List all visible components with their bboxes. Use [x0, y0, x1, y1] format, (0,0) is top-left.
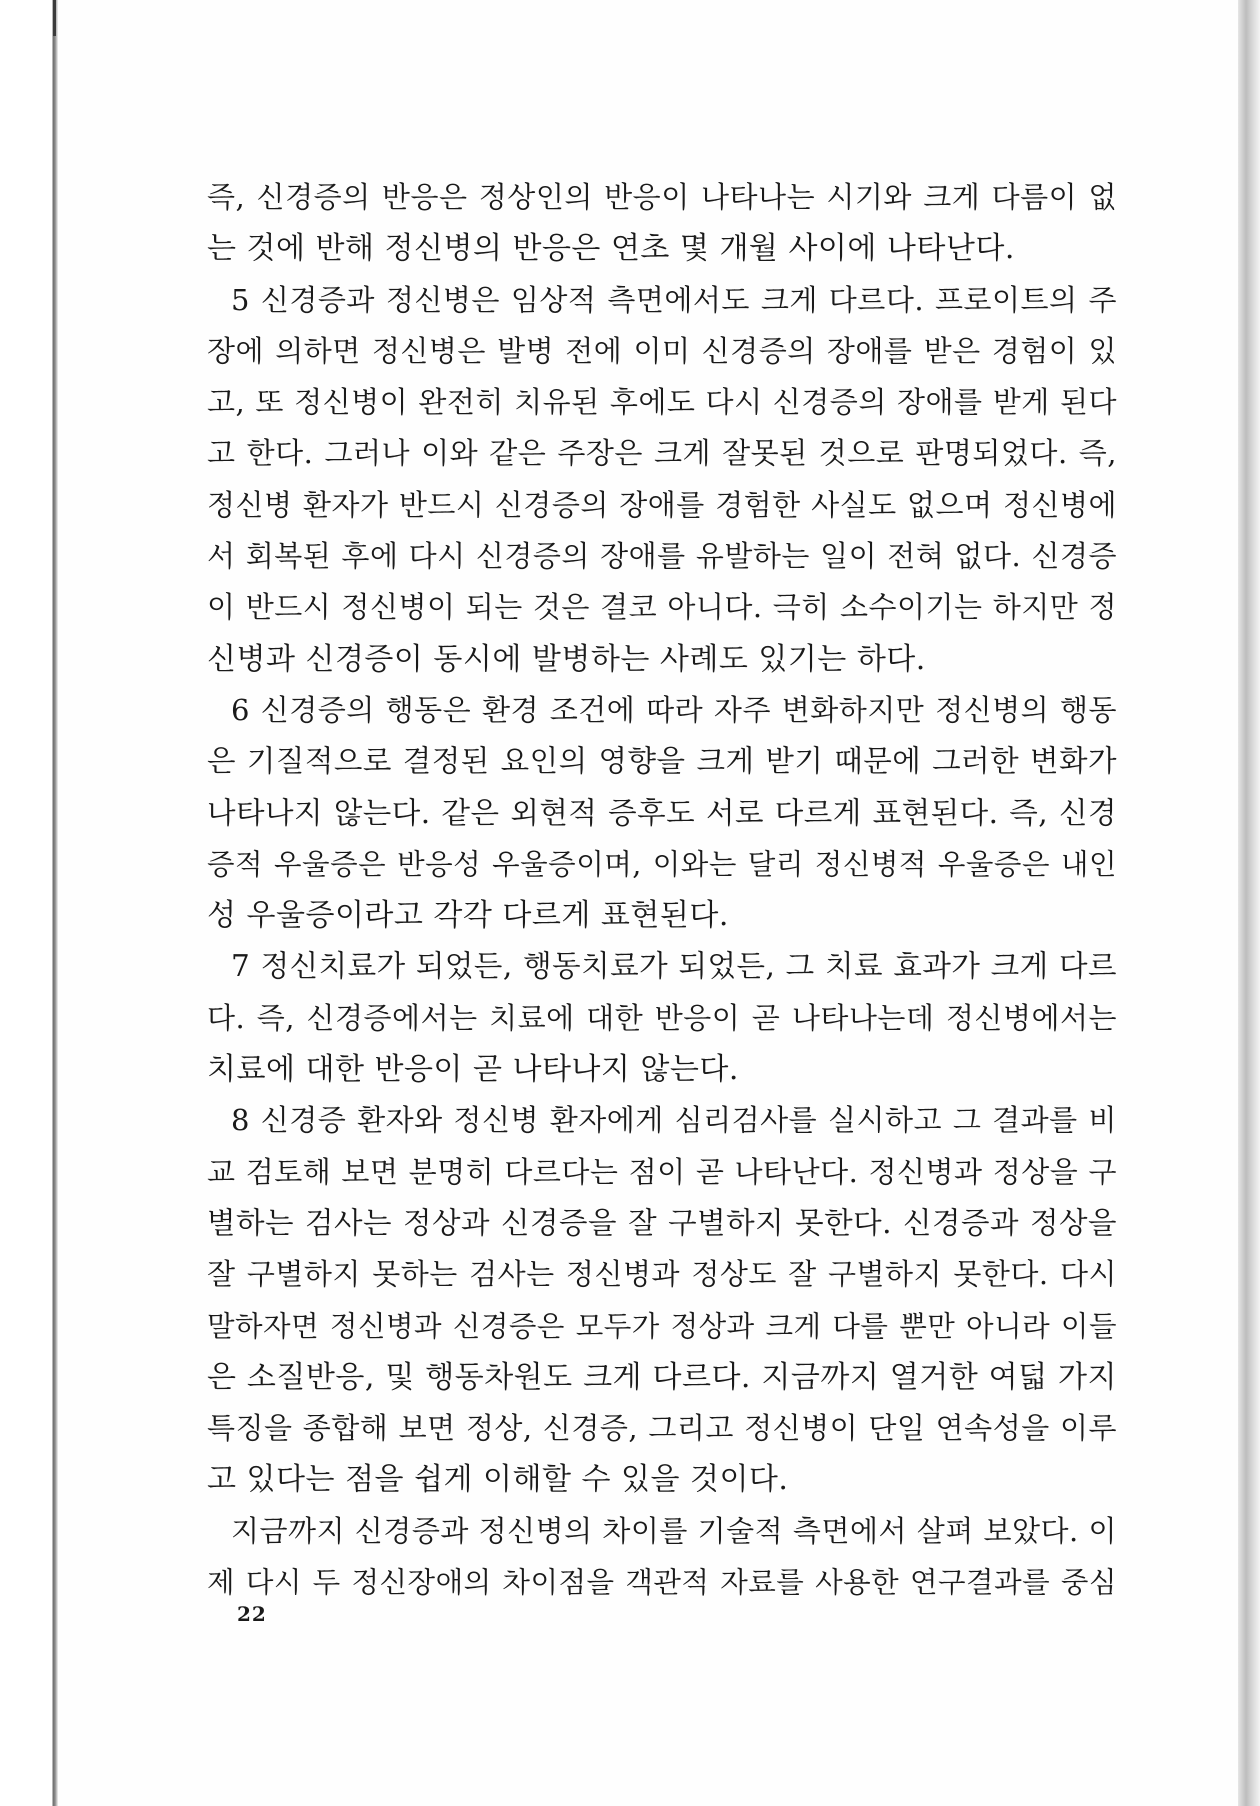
text-line: 은 소질반응, 및 행동차원도 크게 다르다. 지금까지 열거한 여덟 가지 [207, 1359, 1117, 1395]
text-line: 고 있다는 점을 쉽게 이해할 수 있을 것이다. [207, 1462, 789, 1498]
text-line: 교 검토해 보면 분명히 다르다는 점이 곧 나타난다. 정신병과 정상을 구 [207, 1154, 1117, 1189]
text-line: 즉, 신경증의 반응은 정상인의 반응이 나타나는 시기와 크게 다름이 없 [207, 180, 1117, 214]
text-line: 잘 구별하지 못하는 검사는 정신병과 정상도 잘 구별하지 못한다. 다시 [207, 1257, 1117, 1292]
body-text [207, 172, 1117, 1608]
page-left-edge-shadow [53, 0, 56, 36]
text-line: 제 다시 두 정신장애의 차이점을 객관적 자료를 사용한 연구결과를 중심 [207, 1566, 1117, 1600]
text-line: 은 기질적으로 결정된 요인의 영향을 크게 받기 때문에 그러한 변화가 [207, 744, 1117, 779]
page-number: 22 [237, 1602, 267, 1626]
text-line: 증적 우울증은 반응성 우울증이며, 이와는 달리 정신병적 우울증은 내인 [207, 847, 1117, 881]
text-line: 6 신경증의 행동은 환경 조건에 따라 자주 변화하지만 정신병의 행동 [231, 692, 1117, 727]
page-left-edge [0, 0, 58, 1806]
text-line: 는 것에 반해 정신병의 반응은 연초 몇 개월 사이에 나타난다. [207, 231, 1015, 267]
text-line: 별하는 검사는 정상과 신경증을 잘 구별하지 못한다. 신경증과 정상을 [207, 1205, 1117, 1240]
text-line: 이 반드시 정신병이 되는 것은 결코 아니다. 극히 소수이기는 하지만 정 [207, 590, 1117, 625]
text-line: 장에 의하면 정신병은 발병 전에 이미 신경증의 장애를 받은 경험이 있 [207, 333, 1117, 368]
text-line: 정신병 환자가 반드시 신경증의 장애를 경험한 사실도 없으며 정신병에 [207, 487, 1117, 522]
text-line: 서 회복된 후에 다시 신경증의 장애를 유발하는 일이 전혀 없다. 신경증 [207, 539, 1117, 574]
text-line: 성 우울증이라고 각각 다르게 표현된다. [207, 898, 729, 934]
text-line: 특징을 종합해 보면 정상, 신경증, 그리고 정신병이 단일 연속성을 이루 [207, 1411, 1117, 1446]
page-right-edge [1238, 0, 1260, 1806]
text-line: 지금까지 신경증과 정신병의 차이를 기술적 측면에서 살펴 보았다. 이 [231, 1513, 1117, 1548]
text-line: 고, 또 정신병이 완전히 치유된 후에도 다시 신경증의 장애를 받게 된다 [207, 385, 1117, 420]
text-line: 나타나지 않는다. 같은 외현적 증후도 서로 다르게 표현된다. 즉, 신경 [207, 795, 1117, 830]
text-line: 다. 즉, 신경증에서는 치료에 대한 반응이 곧 나타나는데 정신병에서는 [207, 1000, 1117, 1035]
text-line: 말하자면 정신병과 신경증은 모두가 정상과 크게 다를 뿐만 아니라 이들 [207, 1309, 1117, 1343]
text-line: 치료에 대한 반응이 곧 나타나지 않는다. [207, 1052, 739, 1088]
text-line: 7 정신치료가 되었든, 행동치료가 되었든, 그 치료 효과가 크게 다르 [231, 949, 1117, 984]
text-line: 고 한다. 그러나 이와 같은 주장은 크게 잘못된 것으로 판명되었다. 즉, [207, 436, 1117, 471]
text-line: 8 신경증 환자와 정신병 환자에게 심리검사를 실시하고 그 결과를 비 [231, 1103, 1117, 1138]
text-line: 5 신경증과 정신병은 임상적 측면에서도 크게 다르다. 프로이트의 주 [231, 282, 1117, 317]
text-line: 신병과 신경증이 동시에 발병하는 사례도 있기는 하다. [207, 641, 926, 677]
